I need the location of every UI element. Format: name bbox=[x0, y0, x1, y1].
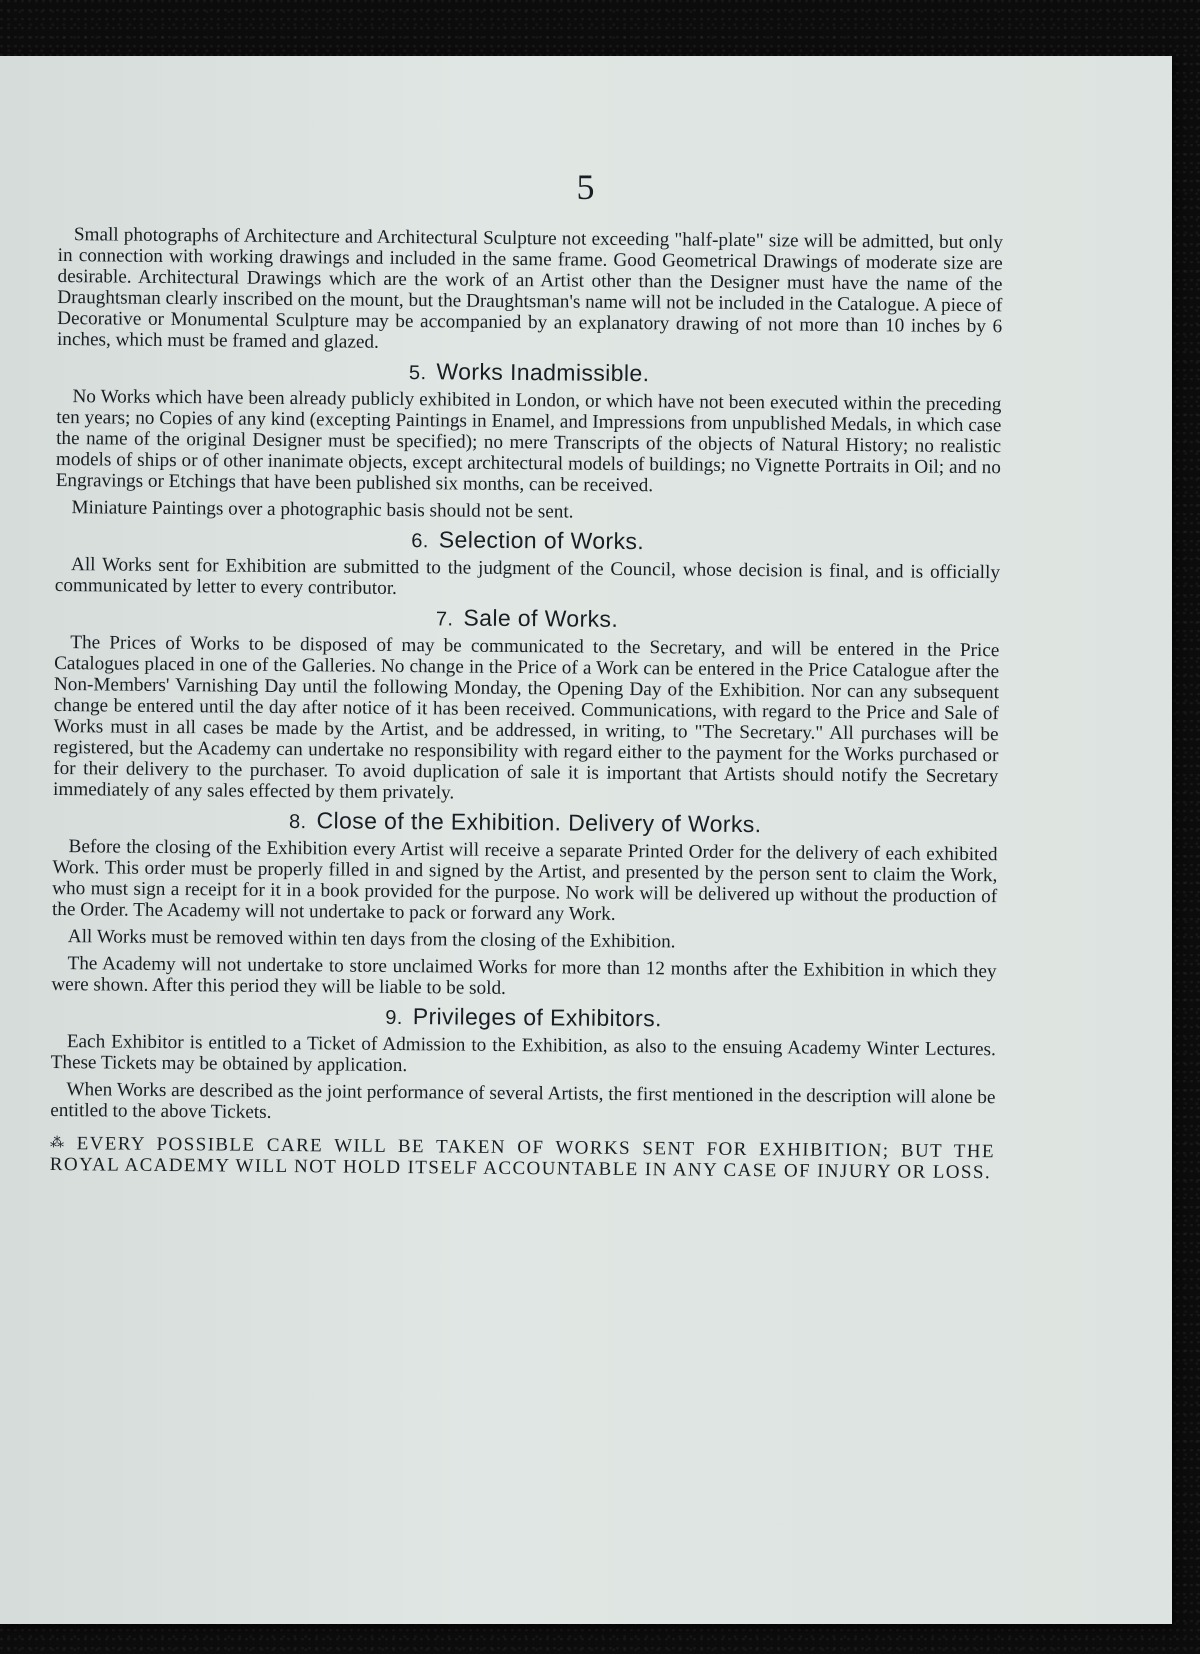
section-number: 6. bbox=[411, 530, 429, 553]
section-privileges-of-exhibitors bbox=[50, 999, 996, 1129]
section-paragraph: No Works which have been already publicly exhibited in London, or which have not been executed within the preceding ten years; no Copies of any kind (excepting Paintings in Enamel, and Impressions from unpublished Medals, in which case the name of the original Designer must be specified); no mere Transcripts of the objects of Natural History; no realistic models of ships or of other inanimate objects, except architectural models of buildings; no Vignette Portraits in Oil; and no Engravings or Etchings that have been published six months, can be received. bbox=[55, 386, 1002, 497]
document-page bbox=[0, 56, 1172, 1624]
section-paragraph: All Works sent for Exhibition are submitted to the judgment of the Council, whose decision is final, and is officially communicated by letter to every contributor. bbox=[54, 554, 1001, 599]
section-paragraph: Each Exhibitor is entitled to a Ticket of Admission to the Exhibition, as also to the ensuing Academy Winter Lectures. These Tickets may be obtained by application. bbox=[50, 1031, 996, 1077]
section-paragraph: The Prices of Works to be disposed of may be communicated to the Secretary, and will be entered in the Price Catalogues placed in one of the Galleries. No change in the Price of a Work can be entered in the Price Catalogue after the Non-Members' Varnishing Day until the following Monday, the Opening Day of the Exhibition. Nor can any subsequent change be entered until the day after notice of it has been received. Communications, with regard to the Price and Sale of Works must in all cases be made by the Artist, and be addressed, in writing, to "The Secretary." All purchases will be registered, but the Academy can undertake no responsibility with regard either to the payment for the Works purchased or for their delivery to the purchaser. To avoid duplication of sale it is important that Artists should notify the Secretary immediately of any sales effected by them privately. bbox=[52, 632, 1000, 804]
section-paragraph: All Works must be removed within ten days from the closing of the Exhibition. bbox=[67, 926, 676, 953]
section-number: 5. bbox=[408, 362, 427, 385]
section-number: 7. bbox=[435, 608, 454, 631]
section-selection-of-works bbox=[55, 522, 1001, 604]
section-number: 9. bbox=[385, 1006, 403, 1030]
section-paragraph: Before the closing of the Exhibition every Artist will receive a separate Printed Order for the delivery of each exhibited Work. This order must be properly filled in and signed by the Artist, and presented by the person sent to claim the Work, who must sign a receipt for it in a book provided for the purpose. No work will be delivered up without the production of the Order. The Academy will not undertake to pack or forward any Work. bbox=[51, 836, 998, 925]
section-title: Sale of Works. bbox=[463, 604, 619, 632]
section-paragraph: Miniature Paintings over a photographic basis should not be sent. bbox=[71, 497, 574, 523]
section-title: Selection of Works. bbox=[438, 526, 645, 555]
section-paragraph: When Works are described as the joint performance of several Artists, the first mentioned in the description will alone be entitled to the above Tickets. bbox=[50, 1079, 996, 1123]
closing-note bbox=[50, 1133, 995, 1183]
section-works-inadmissible bbox=[55, 354, 1001, 526]
closing-note-text: EVERY POSSIBLE CARE WILL BE TAKEN OF WORKS SENT FOR EXHIBITION; BUT THE ROYAL ACADEMY WILL NOT HOLD ITSELF ACCOUNTABLE IN ANY CASE OF INJURY OR LOSS. bbox=[49, 1133, 996, 1184]
section-title: Privileges of Exhibitors. bbox=[412, 1003, 662, 1032]
page-body bbox=[50, 224, 1003, 1183]
intro-paragraph: Small photographs of Architecture and Architectural Sculpture not exceeding "half-plate" size will be admitted, but only in connection with working drawings and included in the same frame. Good Geometrical Drawings of moderate size are desirable. Architectural Drawings which are the work of an Artist other than the Designer must have the name of the Draughtsman clearly inscribed on the mount, but the Draughtsman's name will not be included in the Catalogue. A piece of Decorative or Monumental Sculpture may be accompanied by an explanatory drawing of not more than 10 inches by 6 inches, which must be framed and glazed. bbox=[56, 224, 1003, 353]
asterism-icon: ⁂ bbox=[49, 1135, 71, 1152]
section-paragraph: The Academy will not undertake to store unclaimed Works for more than 12 months after the Exhibition in which they were shown. After this period they will be liable to be sold. bbox=[51, 953, 997, 999]
section-close-of-exhibition bbox=[51, 804, 998, 1003]
section-title: Works Inadmissible. bbox=[436, 358, 650, 387]
section-sale-of-works bbox=[53, 600, 1000, 808]
section-title: Close of the Exhibition. Delivery of Works. bbox=[316, 807, 762, 838]
page-number: 5 bbox=[576, 167, 596, 207]
section-number: 8. bbox=[288, 811, 307, 834]
